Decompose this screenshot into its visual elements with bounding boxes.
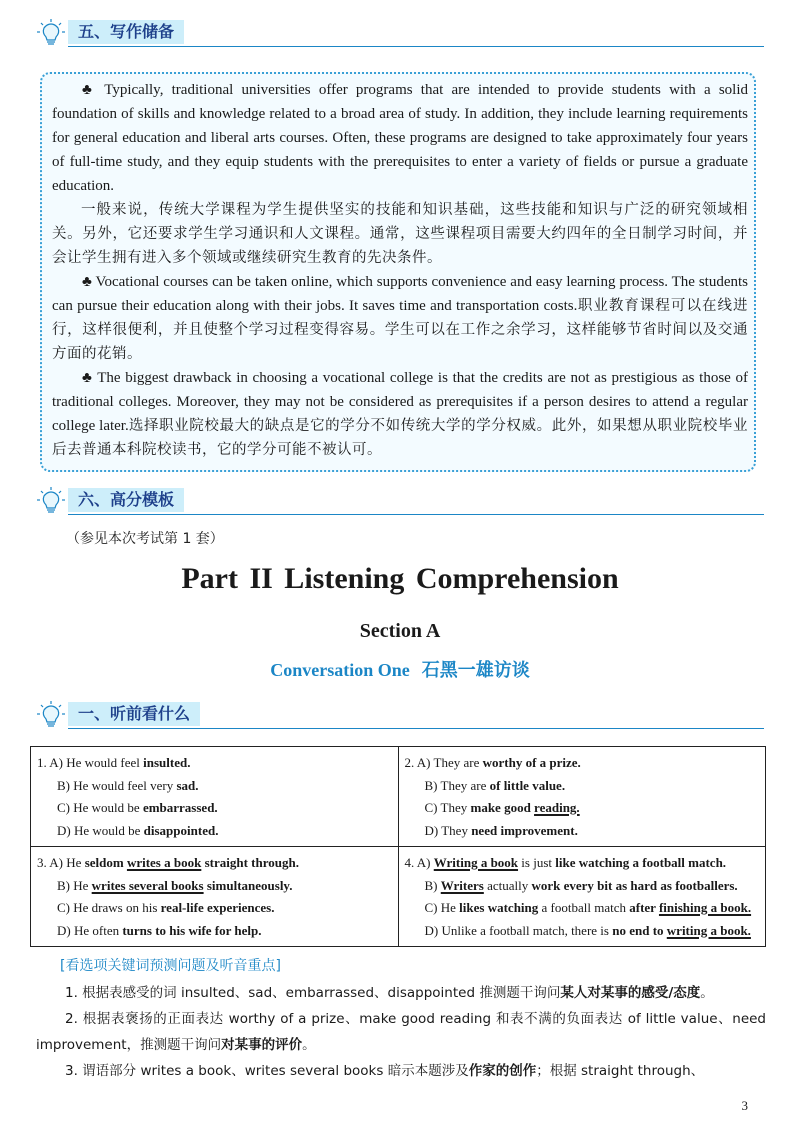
- section-title: 五、写作储备: [68, 20, 184, 44]
- paragraph-1-zh: 一般来说，传统大学课程为学生提供坚实的技能和知识基础，这些技能和知识与广泛的研究领域相关。另外，它还要求学生学习通识和人文课程。通常，这些课程项目需要大约四年的全日制学习时间，并会让学生拥有进入多个领域或继续研究生教育的先决条件。: [52, 202, 748, 266]
- club-icon: ♣: [82, 274, 96, 290]
- note-1: 1. 根据表感受的词 insulted、sad、embarrassed、disappointed 推测题干询问某人对某事的感受/态度。: [65, 985, 714, 1001]
- section-header-preview: [36, 698, 764, 732]
- question-3: 3. A) He seldom writes a book straight through. B) He writes several books simultaneously. C) He draws on his real-life experiences. D) He often turns to his wife for help.: [31, 847, 399, 947]
- paragraph-1-en: ♣ Typically, traditional universities offer programs that are intended to provide students with a solid foundation of skills and knowledge related to a broad area of study. In addition, they include learning requirements for general education and liberal arts courses. Often, these programs are designed to take approximately four years of full-time study, and they equip students with the prerequisites to enter a variety of fields or pursue a graduate education.: [52, 82, 748, 194]
- divider: [68, 46, 764, 47]
- section-a-title: Section A: [359, 620, 441, 642]
- note-2: 2. 根据表褒扬的正面表达 worthy of a prize、make good reading 和表不满的负面表达 of little value、need improvement，推测题干询问对某事的评价。: [36, 1011, 766, 1053]
- reference-note: （参见本次考试第 1 套）: [66, 531, 224, 547]
- section-title: 六、高分模板: [68, 488, 184, 512]
- page-number: 3: [741, 1098, 748, 1113]
- note-3: 3. 谓语部分 writes a book、writes several books 暗示本题涉及作家的创作；根据 straight through、: [65, 1063, 705, 1079]
- conversation-title: Conversation One 石黑一雄访谈: [270, 660, 530, 681]
- question-1: 1. A) He would feel insulted. B) He would feel very sad. C) He would be embarrassed. D) He would be disappointed.: [31, 747, 399, 847]
- paragraph-3: ♣ The biggest drawback in choosing a vocational college is that the credits are not as prestigious as those of traditional colleges. Moreover, they may not be considered as prerequisites if a person desires to attend a regular college later.选择职业院校最大的缺点是它的学分不如传统大学的学分权威。此外，如果想从职业院校毕业后去普通本科院校读书，它的学分可能不被认可。: [52, 370, 749, 458]
- hint-label: [看选项关键词预测问题及听音重点]: [60, 958, 281, 974]
- section-header-template: [36, 484, 764, 518]
- section-header-writing: [36, 16, 764, 50]
- divider: [68, 514, 764, 515]
- writing-paragraphs: [52, 78, 748, 462]
- lightbulb-icon: [36, 18, 66, 48]
- part-title: Part II Listening Comprehension: [181, 562, 619, 595]
- section-title: 一、听前看什么: [68, 702, 200, 726]
- club-icon: ♣: [82, 82, 105, 98]
- lightbulb-icon: [36, 486, 66, 516]
- paragraph-2: ♣ Vocational courses can be taken online, which supports convenience and easy learning process. The students can pursue their education along with their jobs. It saves time and transportation costs.职业教育课程可以在线进行，这样很便利，并且使整个学习过程变得容易。学生可以在工作之余学习，这样能够节省时间以及交通方面的花销。: [52, 274, 748, 362]
- lightbulb-icon: [36, 700, 66, 730]
- options-table: [30, 746, 766, 947]
- question-4: 4. A) Writing a book is just like watching a football match. B) Writers actually work every bit as hard as footballers. C) He likes watching a football match after finishing a book. D) Unlike a football match, there is no end to writing a book.: [398, 847, 766, 947]
- question-2: 2. A) They are worthy of a prize. B) They are of little value. C) They make good reading. D) They need improvement.: [398, 747, 766, 847]
- divider: [68, 728, 764, 729]
- club-icon: ♣: [82, 370, 98, 386]
- prediction-notes: [36, 980, 766, 1084]
